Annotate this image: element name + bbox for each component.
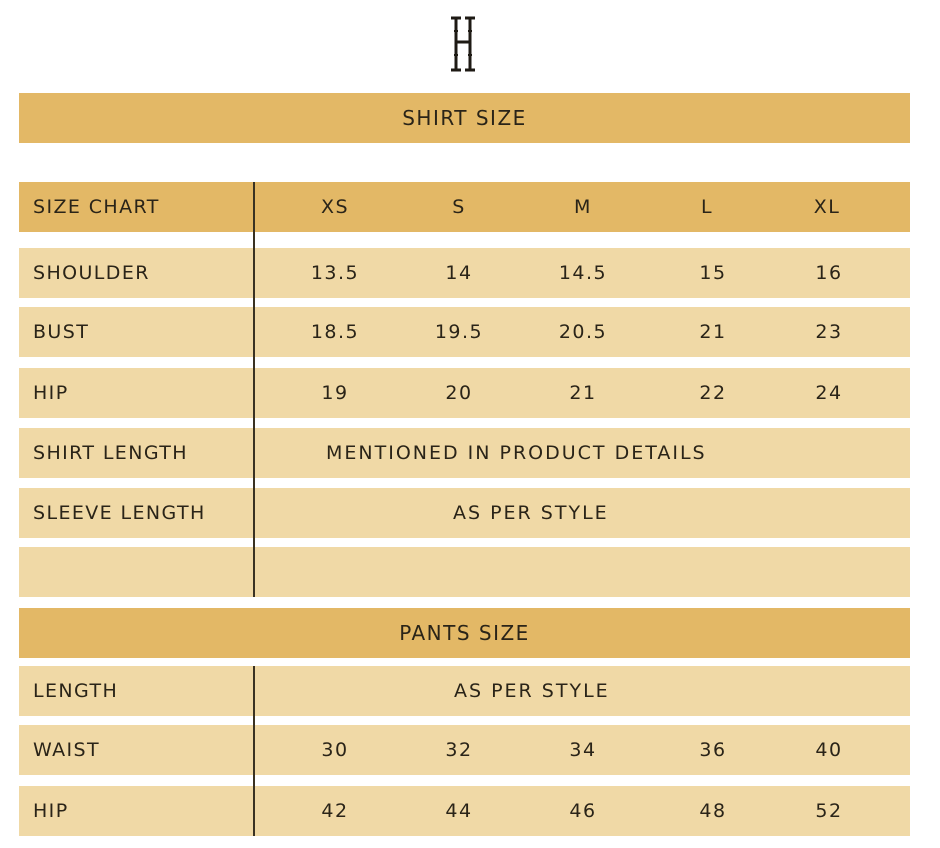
table-row	[19, 666, 910, 716]
shirt-size-title: SHIRT SIZE	[402, 106, 527, 130]
table-cell: 14.5	[558, 262, 608, 284]
pants-size-title-band	[19, 608, 910, 658]
row-label-hip: HIP	[33, 382, 69, 404]
table-row	[19, 428, 910, 478]
brand-monogram-h-icon	[448, 12, 478, 76]
table-cell: 52	[815, 800, 843, 822]
table-cell: 22	[699, 382, 727, 404]
table-cell: 21	[569, 382, 597, 404]
row-label-shoulder: SHOULDER	[33, 262, 150, 284]
table-row	[19, 488, 910, 538]
size-xl: XL	[813, 196, 841, 218]
table-cell: 20	[445, 382, 473, 404]
row-label-length: LENGTH	[33, 680, 119, 702]
shirt-length-value: MENTIONED IN PRODUCT DETAILS	[326, 442, 707, 464]
table-cell: 24	[815, 382, 843, 404]
table-cell: 34	[569, 739, 597, 761]
table-row	[19, 248, 910, 298]
table-cell: 20.5	[558, 321, 608, 343]
row-label-shirt-length: SHIRT LENGTH	[33, 442, 188, 464]
table-cell: 36	[699, 739, 727, 761]
table-cell: 44	[445, 800, 473, 822]
table-cell: 40	[815, 739, 843, 761]
size-s: S	[452, 196, 466, 218]
row-label-sleeve-length: SLEEVE LENGTH	[33, 502, 206, 524]
table-cell: 23	[815, 321, 843, 343]
table-cell: 13.5	[310, 262, 360, 284]
shirt-size-title-band	[19, 93, 910, 143]
row-label-bust: BUST	[33, 321, 90, 343]
sleeve-length-value: AS PER STYLE	[453, 502, 609, 524]
column-divider	[253, 666, 255, 836]
table-cell: 18.5	[310, 321, 360, 343]
table-cell: 32	[445, 739, 473, 761]
table-row	[19, 786, 910, 836]
table-cell: 19.5	[434, 321, 484, 343]
size-chart-header-row	[19, 182, 910, 232]
empty-row	[19, 547, 910, 597]
table-cell: 19	[321, 382, 349, 404]
table-cell: 15	[699, 262, 727, 284]
pants-size-title: PANTS SIZE	[399, 621, 530, 645]
row-label-waist: WAIST	[33, 739, 101, 761]
size-l: L	[700, 196, 714, 218]
table-cell: 48	[699, 800, 727, 822]
table-cell: 16	[815, 262, 843, 284]
pants-length-value: AS PER STYLE	[454, 680, 610, 702]
table-cell: 42	[321, 800, 349, 822]
table-cell: 21	[699, 321, 727, 343]
table-cell: 46	[569, 800, 597, 822]
table-row	[19, 725, 910, 775]
table-cell: 14	[445, 262, 473, 284]
table-row	[19, 368, 910, 418]
size-m: M	[574, 196, 592, 218]
size-xs: XS	[320, 196, 350, 218]
table-row	[19, 307, 910, 357]
size-chart-label: SIZE CHART	[33, 196, 160, 218]
column-divider	[253, 182, 255, 597]
table-cell: 30	[321, 739, 349, 761]
row-label-hip: HIP	[33, 800, 69, 822]
